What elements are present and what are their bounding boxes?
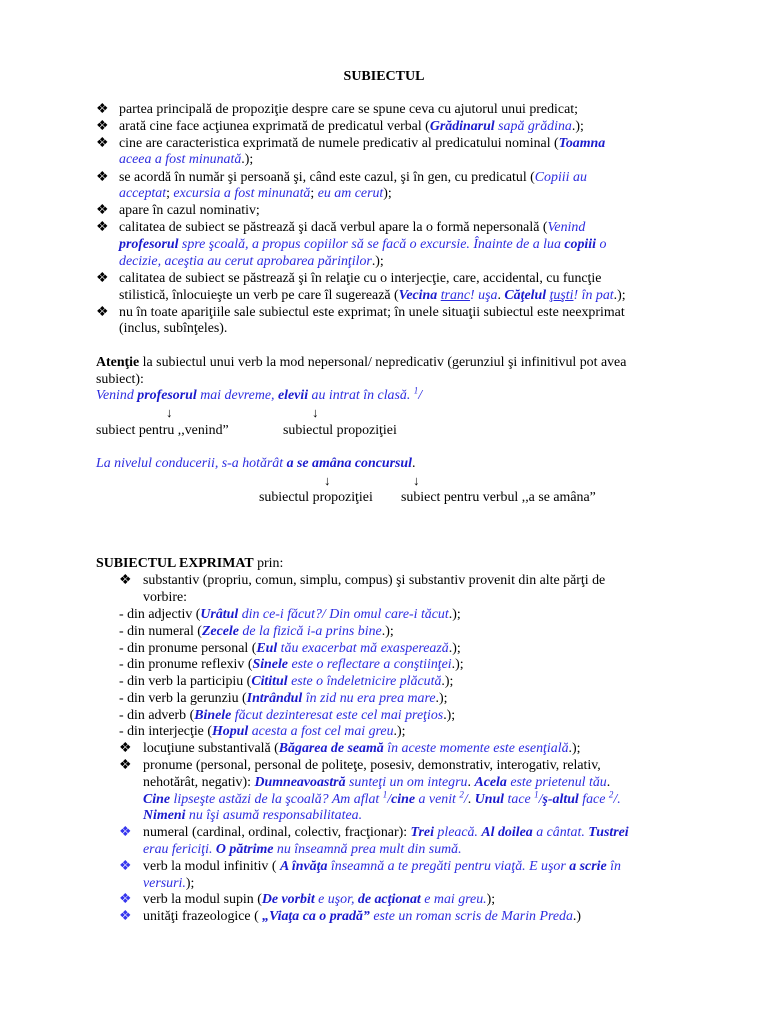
bullet-icon: ❖ bbox=[119, 892, 132, 907]
definition-line: (inclus, subînţeles). bbox=[119, 321, 228, 336]
bullet-icon: ❖ bbox=[119, 758, 132, 773]
list-item: verb la modul infinitiv ( A învăţa înseamnă a te pregăti pentru viaţă. E uşor a scrie în bbox=[143, 859, 621, 874]
list-item: erau fericiţi. O pătrime nu înseamnă prea mult din sumă. bbox=[143, 842, 462, 857]
list-item: vorbire: bbox=[143, 590, 187, 605]
list-item: locuţiune substantivală (Băgarea de seamă în aceste momente este esenţială.); bbox=[143, 741, 581, 756]
example-sentence: La nivelul conducerii, s-a hotărât a se amâna concursul. bbox=[96, 456, 416, 471]
list-item: Nimeni nu îşi asumă responsabilitatea. bbox=[143, 808, 363, 823]
definition-line: profesorul spre şcoală, a propus copiilor să se facă o excursie. Înainte de a lua copiii o bbox=[119, 237, 607, 252]
bullet-icon: ❖ bbox=[119, 825, 132, 840]
subject-label: subiectul propoziţiei bbox=[259, 490, 373, 505]
list-item: pronume (personal, personal de politeţe, posesiv, demonstrativ, interogativ, relativ, bbox=[143, 758, 601, 773]
list-item: - din verb la gerunziu (Intrândul în zid nu era prea mare.); bbox=[119, 691, 448, 706]
subject-label: subiectul propoziţiei bbox=[283, 423, 397, 438]
list-item: unităţi frazeologice ( „Viaţa ca o pradă” este un roman scris de Marin Preda.) bbox=[143, 909, 582, 924]
bullet-icon: ❖ bbox=[96, 220, 109, 235]
definition-line: acceptat; excursia a fost minunată; eu am cerut); bbox=[119, 186, 392, 201]
definition-line: aceea a fost minunată.); bbox=[119, 152, 254, 167]
bullet-icon: ❖ bbox=[96, 119, 109, 134]
definition-line: nu în toate apariţiile sale subiectul este exprimat; în unele situaţii subiectul este neexprimat bbox=[119, 305, 625, 320]
list-item: verb la modul supin (De vorbit e uşor, de acţionat e mai greu.); bbox=[143, 892, 496, 907]
definition-line: stilistică, înlocuieşte un verb pe care îl sugerează (Vecina tranc! uşa. Căţelul ţuşti! în pat.); bbox=[119, 288, 626, 303]
bullet-icon: ❖ bbox=[96, 170, 109, 185]
bullet-icon: ❖ bbox=[96, 203, 109, 218]
subject-label: subiect pentru ,,venind” bbox=[96, 423, 229, 438]
attention-note: Atenţie la subiectul unui verb la mod nepersonal/ nepredicativ (gerunziul şi infinitivul pot avea bbox=[96, 355, 627, 370]
list-item: - din numeral (Zecele de la fizică i-a prins bine.); bbox=[119, 624, 394, 639]
definition-line: se acordă în număr şi persoană şi, când este cazul, şi în gen, cu predicatul (Copiii au bbox=[119, 170, 587, 185]
definition-line: cine are caracteristica exprimată de numele predicativ al predicatului nominal (Toamna bbox=[119, 136, 606, 151]
example-sentence: Venind profesorul mai devreme, elevii au intrat în clasă. $^1$/ bbox=[96, 385, 423, 403]
page-title: SUBIECTUL bbox=[343, 69, 425, 84]
definition-line: partea principală de propoziţie despre care se spune ceva cu ajutorul unui predicat; bbox=[119, 102, 578, 117]
list-item: versuri.); bbox=[143, 876, 195, 891]
bullet-icon: ❖ bbox=[96, 305, 109, 320]
definition-line: apare în cazul nominativ; bbox=[119, 203, 260, 218]
bullet-icon: ❖ bbox=[119, 909, 132, 924]
section-heading: SUBIECTUL EXPRIMAT prin: bbox=[96, 556, 284, 571]
list-item: - din adverb (Binele făcut dezinteresat este cel mai preţios.); bbox=[119, 708, 456, 723]
bullet-icon: ❖ bbox=[119, 741, 132, 756]
down-arrow-icon: ↓ bbox=[166, 405, 173, 420]
subject-label: subiect pentru verbul ,,a se amâna” bbox=[401, 490, 596, 505]
list-item: - din verb la participiu (Cititul este o îndeletnicire plăcută.); bbox=[119, 674, 454, 689]
list-item: - din interjecţie (Hopul acesta a fost cel mai greu.); bbox=[119, 724, 406, 739]
definition-line: decizie, aceştia au cerut aprobarea părinţilor.); bbox=[119, 254, 384, 269]
down-arrow-icon: ↓ bbox=[324, 473, 331, 488]
down-arrow-icon: ↓ bbox=[413, 473, 420, 488]
attention-note: subiect): bbox=[96, 372, 144, 387]
list-item: nehotărât, negativ): Dumneavoastră sunteţi un om integru. Acela este prietenul tău. bbox=[143, 775, 611, 790]
list-item: - din pronume reflexiv (Sinele este o reflectare a conştiinţei.); bbox=[119, 657, 464, 672]
bullet-icon: ❖ bbox=[96, 136, 109, 151]
list-item: substantiv (propriu, comun, simplu, compus) şi substantiv provenit din alte părţi de bbox=[143, 573, 606, 588]
bullet-icon: ❖ bbox=[96, 102, 109, 117]
definition-line: arată cine face acţiunea exprimată de predicatul verbal (Grădinarul sapă grădina.); bbox=[119, 119, 584, 134]
bullet-icon: ❖ bbox=[119, 573, 132, 588]
definition-line: calitatea de subiect se păstrează şi în relaţie cu o interjecţie, care, accidental, cu funcţie bbox=[119, 271, 602, 286]
list-item: numeral (cardinal, ordinal, colectiv, fracţionar): Trei pleacă. Al doilea a cântat. Tustrei bbox=[143, 825, 629, 840]
list-item: - din pronume personal (Eul tău exacerbat mă exasperează.); bbox=[119, 641, 461, 656]
bullet-icon: ❖ bbox=[119, 859, 132, 874]
list-item: - din adjectiv (Urâtul din ce-i făcut?/ Din omul care-i tăcut.); bbox=[119, 607, 461, 622]
down-arrow-icon: ↓ bbox=[312, 405, 319, 420]
definition-line: calitatea de subiect se păstrează şi dacă verbul apare la o formă nepersonală (Venind bbox=[119, 220, 586, 235]
bullet-icon: ❖ bbox=[96, 271, 109, 286]
list-item: Cine lipseşte astăzi de la şcoală? Am aflat $^1$/cine a venit $^2$/. Unul tace $^1$/ş-altul face $^2$/. bbox=[143, 789, 621, 807]
